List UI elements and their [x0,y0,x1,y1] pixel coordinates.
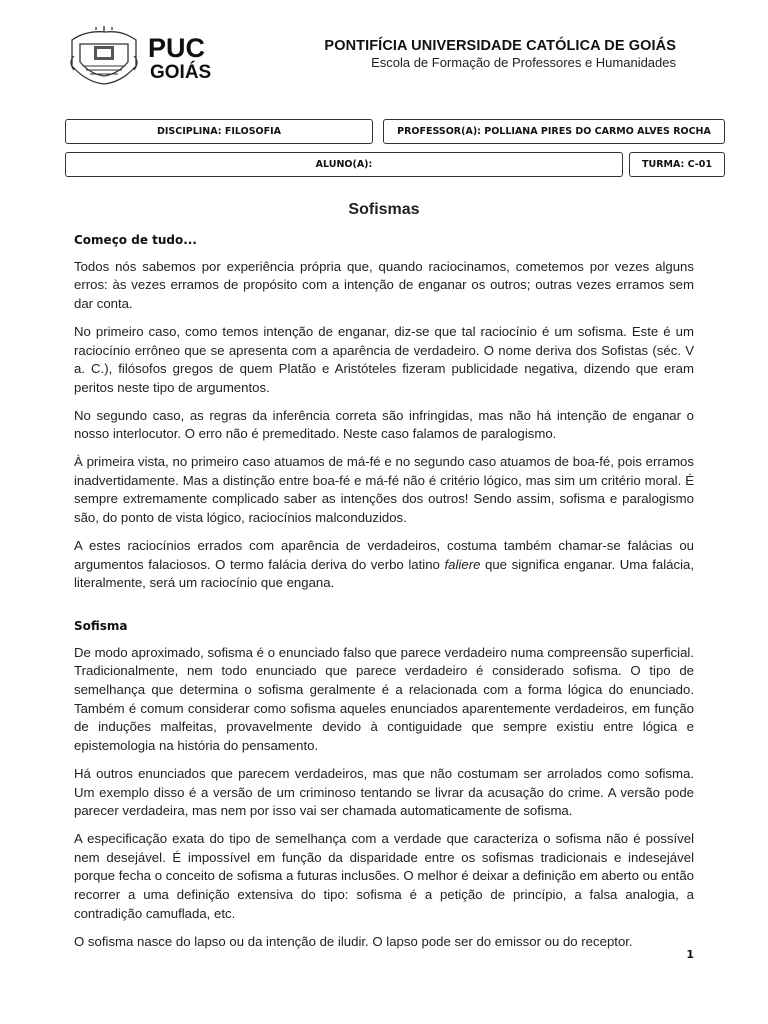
logo-text-puc: PUC [148,33,206,63]
page-number: 1 [686,948,694,961]
paragraph: De modo aproximado, sofisma é o enunciado falso que parece verdadeiro numa compreensão superficial. Tradicionalmente, nem todo enunciado que parece verdadeiro é considerado sofisma. O tipo de semelhança que determina o sofisma geralmente é a relacionada com a forma lógica do enunciado. Também é comum considerar como sofisma aqueles enunciados aparentemente verdadeiros, em função de induções malfeitas, provavelmente devido à contiguidade que sempre existiu entre lógica e epistemologia na história do pensamento. [74,644,694,754]
institution-header [324,38,676,70]
paragraph: Todos nós sabemos por experiência própria que, quando raciocinamos, cometemos por vezes alguns erros: às vezes erramos de propósito com a intenção de enganar os outros; outras vezes erramos sem dar conta. [74,258,694,312]
paragraph: No segundo caso, as regras da inferência correta são infringidas, mas não há intenção de enganar o nosso interlocutor. O erro não é premeditado. Neste caso falamos de paralogismo. [74,407,694,442]
logo-text-goias: GOIÁS [150,62,212,83]
section-heading: Sofisma [74,618,128,633]
discipline-box: DISCIPLINA: FILOSOFIA [65,119,373,144]
puc-goias-logo [66,26,236,86]
paragraph: À primeira vista, no primeiro caso atuamos de má-fé e no segundo caso atuamos de boa-fé, pois erramos inadvertidamente. Mas a distinção entre boa-fé e má-fé não é critério lógico, mas sim um critério moral. É sempre extremamente complicado saber as intenções dos outros! Sendo assim, sofisma e paralogismo são, do ponto de vista lógico, raciocínios malconduzidos. [74,454,694,526]
document-title: Sofismas [348,201,420,218]
university-seal-icon [66,26,236,86]
paragraph [74,537,694,593]
paragraph-text: A estes raciocínios errados com aparência de verdadeiros, costuma também chamar-se falácias ou argumentos falaciosos. O termo falácia deriva do verbo latino [74,537,694,572]
document-body [74,231,694,960]
section-heading: Começo de tudo... [74,233,197,247]
latin-term: faliere [444,556,481,572]
student-field[interactable]: ALUNO(A): [65,152,623,177]
paragraph: Há outros enunciados que parecem verdadeiros, mas que não costumam ser arrolados como sofisma. Um exemplo disso é a versão de um criminoso tentando se livrar da acusação do crime. A versão pode parecer verdadeira, mas nem por isso vai ser chamada automaticamente de sofisma. [74,765,694,819]
paragraph: No primeiro caso, como temos intenção de enganar, diz-se que tal raciocínio é um sofisma. Este é um raciocínio errôneo que se apresenta com a aparência de verdadeiro. O nome deriva dos Sofistas (séc. V a. C.), filósofos gregos de quem Platão e Aristóteles fizeram publicidade negativa, dizendo que eram peritos neste tipo de argumentos. [74,323,694,395]
class-box: TURMA: C-01 [629,152,725,177]
paragraph: A especificação exata do tipo de semelhança com a verdade que caracteriza o sofisma não é possível nem desejável. É impossível em função da disparidade entre os sofismas tradicionais e indesejável porque fecha o conceito de sofisma a futuras inclusões. O melhor é deixar a definição em aberto ou então recorrer a uma definição extensiva do tipo: sofisma é a petição de princípio, a falsa analogia, a contradição camuflada, etc. [74,830,694,921]
paragraph: O sofisma nasce do lapso ou da intenção de iludir. O lapso pode ser do emissor ou do receptor. [74,933,633,949]
paragraph-text: que significa enganar. Uma falácia, literalmente, será um raciocínio que engana. [74,556,695,591]
professor-box: PROFESSOR(A): POLLIANA PIRES DO CARMO ALVES ROCHA [383,119,725,144]
institution-name: PONTIFÍCIA UNIVERSIDADE CATÓLICA DE GOIÁS [324,38,676,54]
school-name: Escola de Formação de Professores e Humanidades [371,55,676,70]
